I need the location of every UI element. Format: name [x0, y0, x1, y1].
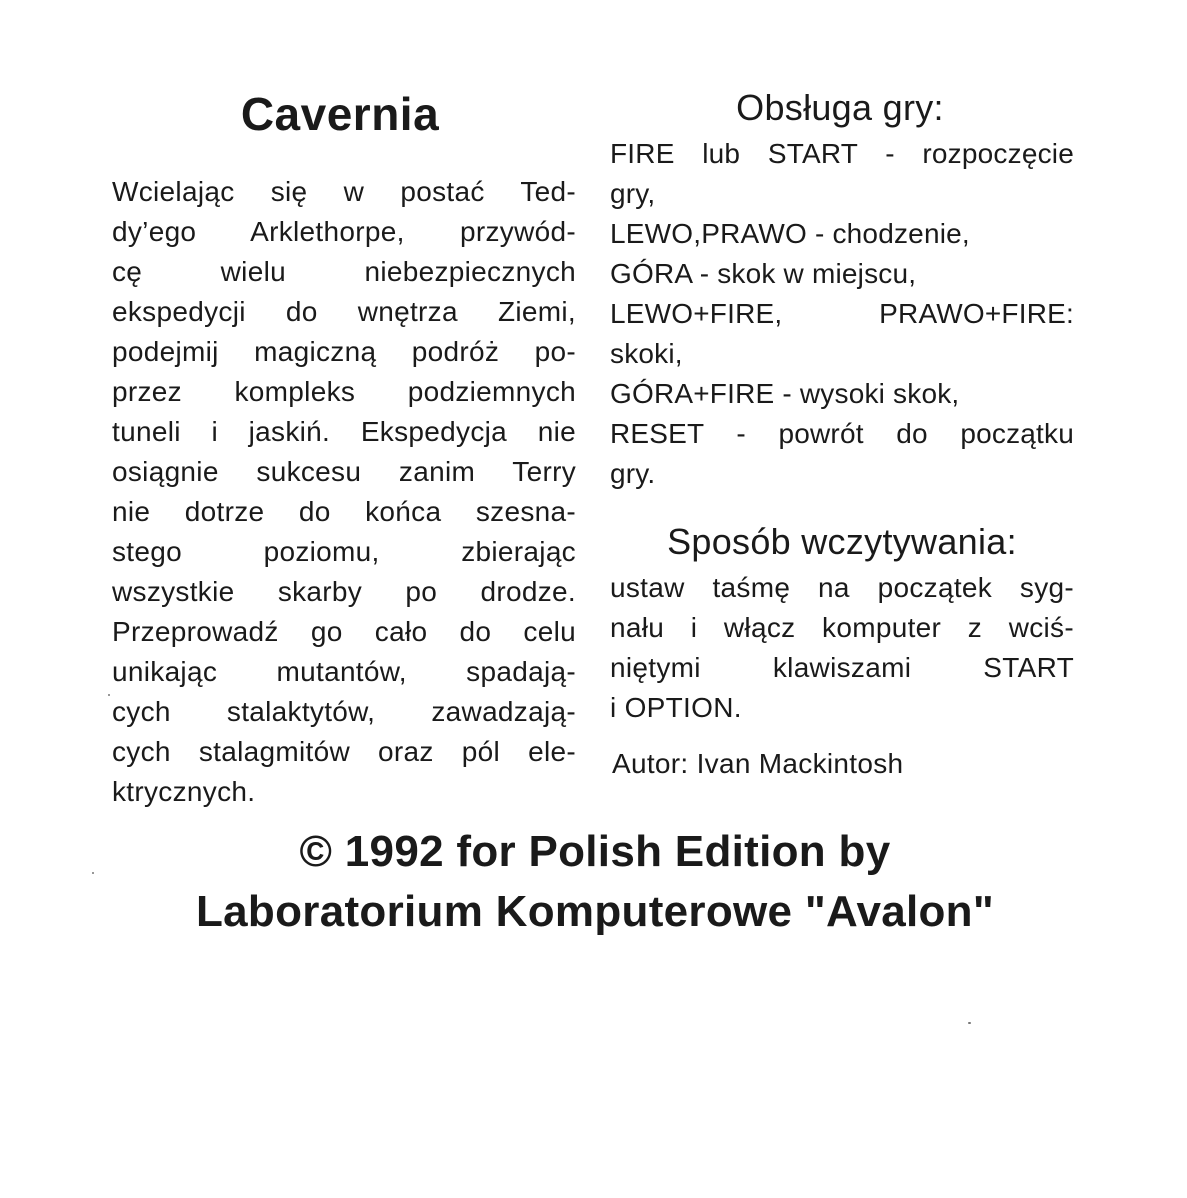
controls-line: GÓRA - skok w miejscu,: [610, 258, 917, 289]
controls-line: LEWO,PRAWO - chodzenie,: [610, 218, 970, 249]
controls-line: LEWO+FIRE, PRAWO+FIRE:: [610, 298, 1074, 329]
scan-speck: [968, 1022, 971, 1024]
loading-line: ustaw taśmę na początek syg-: [610, 572, 1074, 603]
story-line: unikając mutantów, spadają-: [112, 656, 576, 687]
loading-instructions: [610, 568, 1074, 728]
story-line: ekspedycji do wnętrza Ziemi,: [112, 296, 576, 327]
story-line: przez kompleks podziemnych: [112, 376, 576, 407]
controls-line: GÓRA+FIRE - wysoki skok,: [610, 378, 960, 409]
story-paragraph: [112, 172, 576, 812]
story-line: cę wielu niebezpiecznych: [112, 256, 576, 287]
story-line: Wcielając się w postać Ted-: [112, 176, 576, 207]
scan-speck: [92, 872, 94, 874]
controls-line: RESET - powrót do początku: [610, 418, 1074, 449]
story-line: osiągnie sukcesu zanim Terry: [112, 456, 576, 487]
controls-line: FIRE lub START - rozpoczęcie: [610, 138, 1074, 169]
story-line: Przeprowadź go cało do celu: [112, 616, 576, 647]
story-line: dy’ego Arklethorpe, przywód-: [112, 216, 576, 247]
scan-speck: [108, 694, 110, 696]
story-line: podejmij magiczną podróż po-: [112, 336, 576, 367]
game-title: Cavernia: [240, 88, 440, 140]
copyright-line: © 1992 for Polish Edition by: [299, 827, 891, 876]
copyright-footer: [100, 822, 1090, 942]
loading-heading: Sposób wczytywania:: [667, 521, 1017, 562]
story-line: cych stalaktytów, zawadzają-: [112, 696, 576, 727]
loading-line: nału i włącz komputer z wciś-: [610, 612, 1074, 643]
controls-line: skoki,: [610, 338, 683, 369]
story-line: wszystkie skarby po drodze.: [112, 576, 576, 607]
author-credit: Autor: Ivan Mackintosh: [612, 748, 904, 779]
loading-line: niętymi klawiszami START: [610, 652, 1074, 683]
story-line: tuneli i jaskiń. Ekspedycja nie: [112, 416, 576, 447]
controls-list: [610, 134, 1074, 494]
story-line: ktrycznych.: [112, 776, 256, 807]
story-line: cych stalagmitów oraz pól ele-: [112, 736, 576, 767]
publisher-line: Laboratorium Komputerowe "Avalon": [195, 887, 995, 936]
loading-line: i OPTION.: [610, 692, 742, 723]
controls-line: gry,: [610, 178, 656, 209]
controls-line: gry.: [610, 458, 656, 489]
story-line: stego poziomu, zbierając: [112, 536, 576, 567]
story-line: nie dotrze do końca szesna-: [112, 496, 576, 527]
controls-heading: Obsługa gry:: [736, 87, 944, 128]
